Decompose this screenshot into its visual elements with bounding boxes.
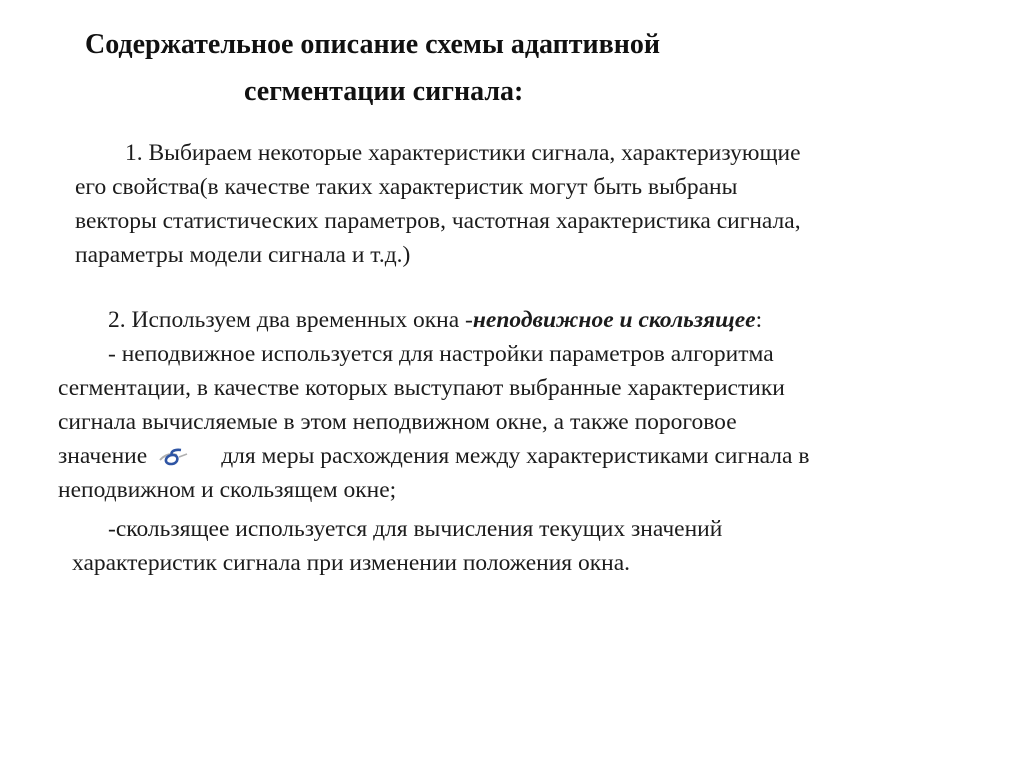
slide-title-line-1: Содержательное описание схемы адаптивной [85, 29, 661, 60]
para2-intro-text: 2. Используем два временных окна - [108, 307, 473, 333]
para2-intro-emphasis: неподвижное и скользящее [472, 307, 756, 333]
para2-fixed-line-1: - неподвижное используется для настройки параметров алгоритма [108, 341, 774, 367]
para1-line-3: векторы статистических параметров, частотная характеристика сигнала, [75, 208, 801, 234]
para2-sliding-line-2: характеристик сигнала при изменении положения окна. [72, 550, 631, 576]
para2-sliding-line-1: -скользящее используется для вычисления текущих значений [108, 516, 723, 542]
para2-fixed-line-2: сегментации, в качестве которых выступают выбранные характеристики [58, 375, 785, 401]
para2-fixed-line-3: сигнала вычисляемые в этом неподвижном окне, а также пороговое [58, 409, 737, 435]
para1-line-1: 1. Выбираем некоторые характеристики сигнала, характеризующие [125, 140, 801, 166]
para2-intro [108, 305, 762, 335]
slide-title-line-2: сегментации сигнала: [244, 76, 524, 107]
delta-symbol-icon [157, 446, 191, 466]
threshold-suffix: для меры расхождения между характеристиками сигнала в [221, 443, 810, 469]
para2-threshold-line [58, 441, 809, 471]
para2-intro-end: : [755, 307, 763, 333]
para1-line-4: параметры модели сигнала и т.д.) [75, 242, 411, 268]
para1-line-2: его свойства(в качестве таких характеристик могут быть выбраны [75, 174, 738, 200]
para2-fixed-line-last: неподвижном и скользящем окне; [58, 477, 397, 503]
threshold-prefix: значение [58, 443, 148, 469]
